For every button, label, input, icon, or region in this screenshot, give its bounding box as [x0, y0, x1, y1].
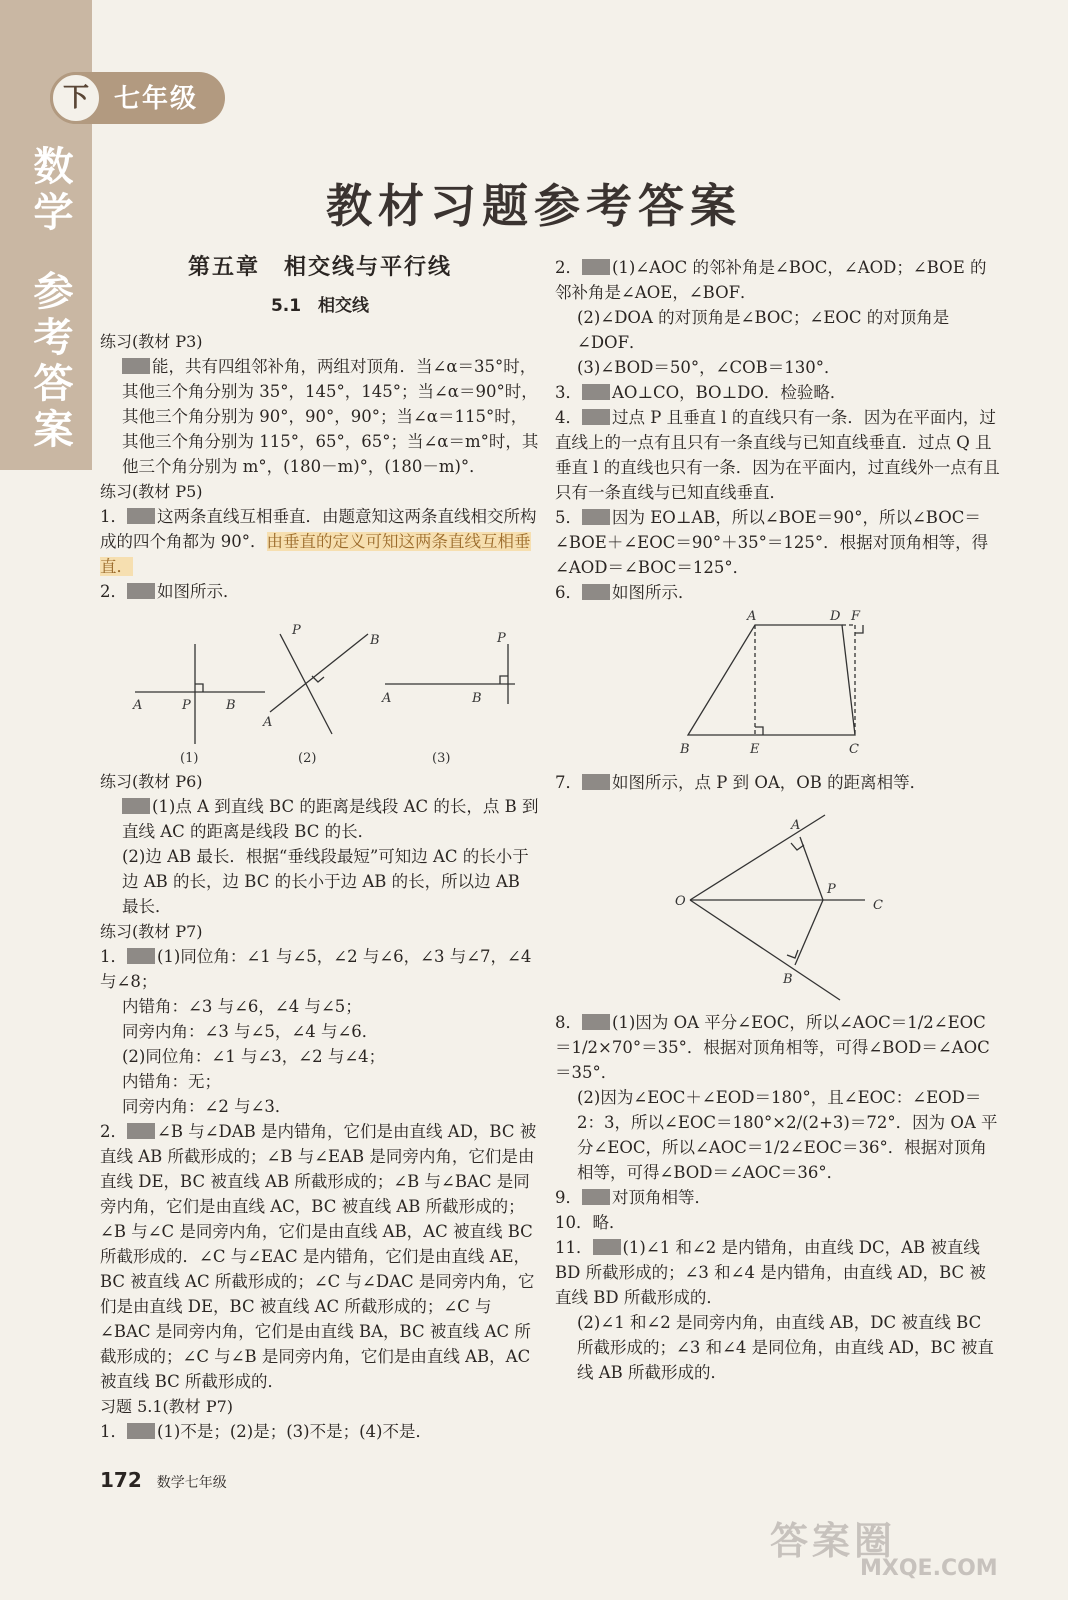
label-C: C [873, 898, 883, 913]
answer-text: (2)同位角：∠1 与∠3，∠2 与∠4； [122, 1047, 386, 1066]
answer-text: (3)∠BOD＝50°，∠COB＝130°． [577, 358, 841, 377]
answer-paragraph [555, 505, 1000, 580]
answer-key-icon [122, 358, 150, 374]
figure-angle-bisector [555, 795, 1000, 1010]
answer-text: (2)∠1 和∠2 是同旁内角，由直线 AB，DC 被直线 BC 所截形成的；∠3 和∠4 是同位角，由直线 AD，BC 被直线 AB 所截形成的． [577, 1313, 994, 1382]
item-number: 2． [555, 258, 582, 277]
answer-paragraph [100, 504, 540, 579]
side-subject: 数学 [27, 145, 73, 237]
caption-2: (2) [298, 751, 317, 766]
answer-paragraph [555, 355, 1000, 380]
caption-3: (3) [432, 751, 451, 766]
answer-paragraph [555, 405, 1000, 505]
answer-text: (2)因为∠EOC＋∠EOD＝180°，且∠EOC：∠EOD＝2：3，所以∠EOC＝180°×2/(2+3)＝72°．因为 OA 平分∠EOC，所以∠AOC＝1/2∠EOC＝36°．根据对顶角相等，可得∠BOD＝∠AOC＝36°． [577, 1088, 998, 1182]
answer-paragraph [555, 1310, 1000, 1385]
figure-perpendicular-lines [100, 604, 540, 769]
answer-key-icon [582, 1189, 610, 1205]
item-number: 7． [555, 773, 582, 792]
label-A2: A [263, 715, 273, 730]
answer-text: (1)不是；(2)是；(3)不是；(4)不是． [157, 1422, 432, 1441]
answer-text: 对顶角相等． [612, 1188, 711, 1207]
answer-paragraph [100, 1119, 540, 1394]
answer-key-icon [593, 1239, 621, 1255]
answer-text: AO⊥CO，BO⊥DO．检验略． [612, 383, 847, 402]
side-answer: 参考答案 [27, 270, 73, 454]
answer-paragraph [555, 1085, 1000, 1185]
answer-paragraph [555, 255, 1000, 305]
answer-key-icon [122, 798, 150, 814]
answer-key-icon [582, 409, 610, 425]
answer-text: 过点 P 且垂直 l 的直线只有一条．因为在平面内，过直线上的一点有且只有一条直线与已知直线垂直．过点 Q 且垂直 l 的直线也只有一条．因为在平面内，过直线外一点有且只有一条直线与已知直线垂直． [555, 408, 1000, 502]
answer-key-icon [582, 509, 610, 525]
label-B1: B [226, 698, 236, 713]
page-title: 教材习题参考答案 [326, 179, 742, 233]
answer-paragraph [100, 1019, 540, 1044]
answer-paragraph [555, 1185, 1000, 1210]
item-number: 2． [100, 582, 127, 601]
answer-text: 如图所示． [612, 583, 695, 602]
answer-paragraph [100, 579, 540, 604]
label-A: A [791, 818, 801, 833]
label-C: C [849, 742, 859, 757]
item-number: 4． [555, 408, 582, 427]
answer-key-icon [582, 584, 610, 600]
label-B: B [783, 972, 793, 987]
answer-text: ∠B 与∠DAB 是内错角，它们是由直线 AD，BC 被直线 AB 所截形成的；∠B 与∠EAB 是同旁内角，它们是由直线 DE，BC 被直线 AB 所截形成的；∠B 与∠BAC 是同旁内角，它们是由直线 AC，BC 被直线 AB 所截形成的；∠B 与∠C 是同旁内角，它们是由直线 AB，AC 被直线 BC 所截形成的．∠C 与∠EAC 是内错角，它们是由直线 AE，BC 被直线 AC 所截形成的；∠C 与∠DAC 是同旁内角，它们是由直线 DE，BC 被直线 AC 所截形成的；∠C 与∠BAC 是同旁内角，它们是由直线 BA，BC 被直线 AC 所截形成的；∠C 与∠B 是同旁内角，它们是由直线 AB，AC 被直线 BC 所截形成的． [100, 1122, 537, 1391]
chapter-title: 第五章 相交线与平行线 [187, 255, 452, 280]
page-number: 172 [100, 1468, 142, 1492]
exercise-label: 练习(教材 P6) [100, 772, 203, 791]
watermark-url: MXQE.COM [860, 1556, 998, 1581]
answer-text: 内错角：∠3 与∠6，∠4 与∠5； [122, 997, 362, 1016]
answer-paragraph [100, 1094, 540, 1119]
answer-text: 同旁内角：∠3 与∠5，∠4 与∠6． [122, 1022, 379, 1041]
answer-text: (1)∠AOC 的邻补角是∠BOC，∠AOD；∠BOE 的邻补角是∠AOE，∠BOF． [555, 258, 987, 302]
item-number: 6． [555, 583, 582, 602]
label-A: A [747, 609, 757, 624]
answer-text: (1)∠1 和∠2 是内错角，由直线 DC，AB 被直线 BD 所截形成的；∠3 和∠4 是内错角，由直线 AD，BC 被直线 BD 所截形成的． [555, 1238, 986, 1307]
label-D: D [830, 609, 841, 624]
label-P1: P [182, 698, 191, 713]
answer-paragraph [100, 1044, 540, 1069]
exercise-label: 习题 5.1(教材 P7) [100, 1397, 234, 1416]
answer-key-icon [127, 1423, 155, 1439]
left-column [100, 255, 540, 1444]
answer-paragraph [555, 380, 1000, 405]
answer-key-icon [127, 583, 155, 599]
grade-badge [50, 72, 225, 124]
answer-key-icon [582, 1014, 610, 1030]
watermark-logo: 答案圈 [770, 1519, 897, 1563]
label-F: F [851, 609, 861, 624]
item-number: 5． [555, 508, 582, 527]
badge-grade: 七年级 [114, 84, 199, 114]
label-P3: P [497, 631, 506, 646]
item-number: 1． [100, 1422, 127, 1441]
answer-paragraph [100, 1419, 540, 1444]
item-number: 1． [100, 507, 127, 526]
label-A3: A [382, 691, 392, 706]
answer-key-icon [127, 948, 155, 964]
item-number: 1． [100, 947, 127, 966]
label-P: P [827, 882, 836, 897]
caption-1: (1) [180, 751, 199, 766]
answer-text: (2)边 AB 最长．根据“垂线段最短”可知边 AC 的长小于边 AB 的长，边 BC 的长小于边 AB 的长，所以边 AB 最长． [122, 847, 529, 916]
footer-text: 数学七年级 [156, 1475, 227, 1491]
answer-text: 如图所示，点 P 到 OA，OB 的距离相等． [612, 773, 927, 792]
exercise-label: 练习(教材 P5) [100, 482, 203, 501]
answer-text: 内错角：无； [122, 1072, 221, 1091]
item-number: 10． [555, 1213, 593, 1232]
answer-text: 同旁内角：∠2 与∠3． [122, 1097, 292, 1116]
item-number: 3． [555, 383, 582, 402]
answer-text: 这两条直线互相垂直．由题意知这两条直线相交所构成的四个角都为 90°． [100, 507, 537, 551]
item-number: 2． [100, 1122, 127, 1141]
answer-paragraph [100, 844, 540, 919]
answer-paragraph [555, 580, 1000, 605]
answer-paragraph [100, 354, 540, 479]
answer-key-icon [127, 1123, 155, 1139]
answer-key-icon [582, 384, 610, 400]
section-title: 5.1 相交线 [270, 296, 370, 316]
answer-text: 因为 EO⊥AB，所以∠BOE＝90°，所以∠BOC＝∠BOE＋∠EOC＝90°＋35°＝125°．根据对顶角相等，得∠AOD＝∠BOC＝125°． [555, 508, 989, 577]
label-B2: B [370, 633, 380, 648]
answer-text: (1)因为 OA 平分∠EOC，所以∠AOC＝1/2∠EOC＝1/2×70°＝35°．根据对顶角相等，可得∠BOD＝∠AOC＝35°． [555, 1013, 990, 1082]
answer-key-icon [582, 259, 610, 275]
badge-circle: 下 [50, 72, 102, 124]
answer-paragraph [100, 794, 540, 844]
answer-paragraph [555, 305, 1000, 355]
label-B: B [680, 742, 690, 757]
answer-text: (1)同位角：∠1 与∠5，∠2 与∠6，∠3 与∠7，∠4 与∠8； [100, 947, 532, 991]
answer-paragraph [555, 1235, 1000, 1310]
answer-text: 略． [592, 1213, 626, 1232]
label-E: E [750, 742, 760, 757]
figure-trapezoid [555, 605, 1000, 770]
answer-paragraph [555, 770, 1000, 795]
answer-text: (1)点 A 到直线 BC 的距离是线段 AC 的长，点 B 到直线 AC 的距离是线段 BC 的长． [122, 797, 539, 841]
answer-paragraph [100, 944, 540, 994]
label-A1: A [133, 698, 143, 713]
answer-paragraph [100, 1069, 540, 1094]
item-number: 8． [555, 1013, 582, 1032]
right-column [555, 255, 1000, 1385]
label-O: O [675, 894, 686, 909]
exercise-label: 练习(教材 P3) [100, 332, 203, 351]
label-P2: P [292, 623, 301, 638]
answer-paragraph [555, 1210, 1000, 1235]
exercise-label: 练习(教材 P7) [100, 922, 203, 941]
answer-text: 能，共有四组邻补角，两组对顶角．当∠α＝35°时，其他三个角分别为 35°，145°，145°；当∠α＝90°时，其他三个角分别为 90°，90°，90°；当∠α＝115°时，其他三个角分别为 115°，65°，65°；当∠α＝m°时，其他三个角分别为 m°，(180－m)°，(180－m)°． [122, 357, 539, 476]
answer-key-icon [127, 508, 155, 524]
answer-text: (2)∠DOA 的对顶角是∠BOC；∠EOC 的对顶角是∠DOF． [577, 308, 950, 352]
answer-text: 如图所示． [157, 582, 240, 601]
highlighted-text: 由垂直的定义可知这两条直线互相垂直． [100, 532, 531, 576]
answer-paragraph [555, 1010, 1000, 1085]
item-number: 9． [555, 1188, 582, 1207]
item-number: 11． [555, 1238, 593, 1257]
answer-paragraph [100, 994, 540, 1019]
page-footer [100, 1468, 227, 1492]
label-B3: B [472, 691, 482, 706]
answer-key-icon [582, 774, 610, 790]
